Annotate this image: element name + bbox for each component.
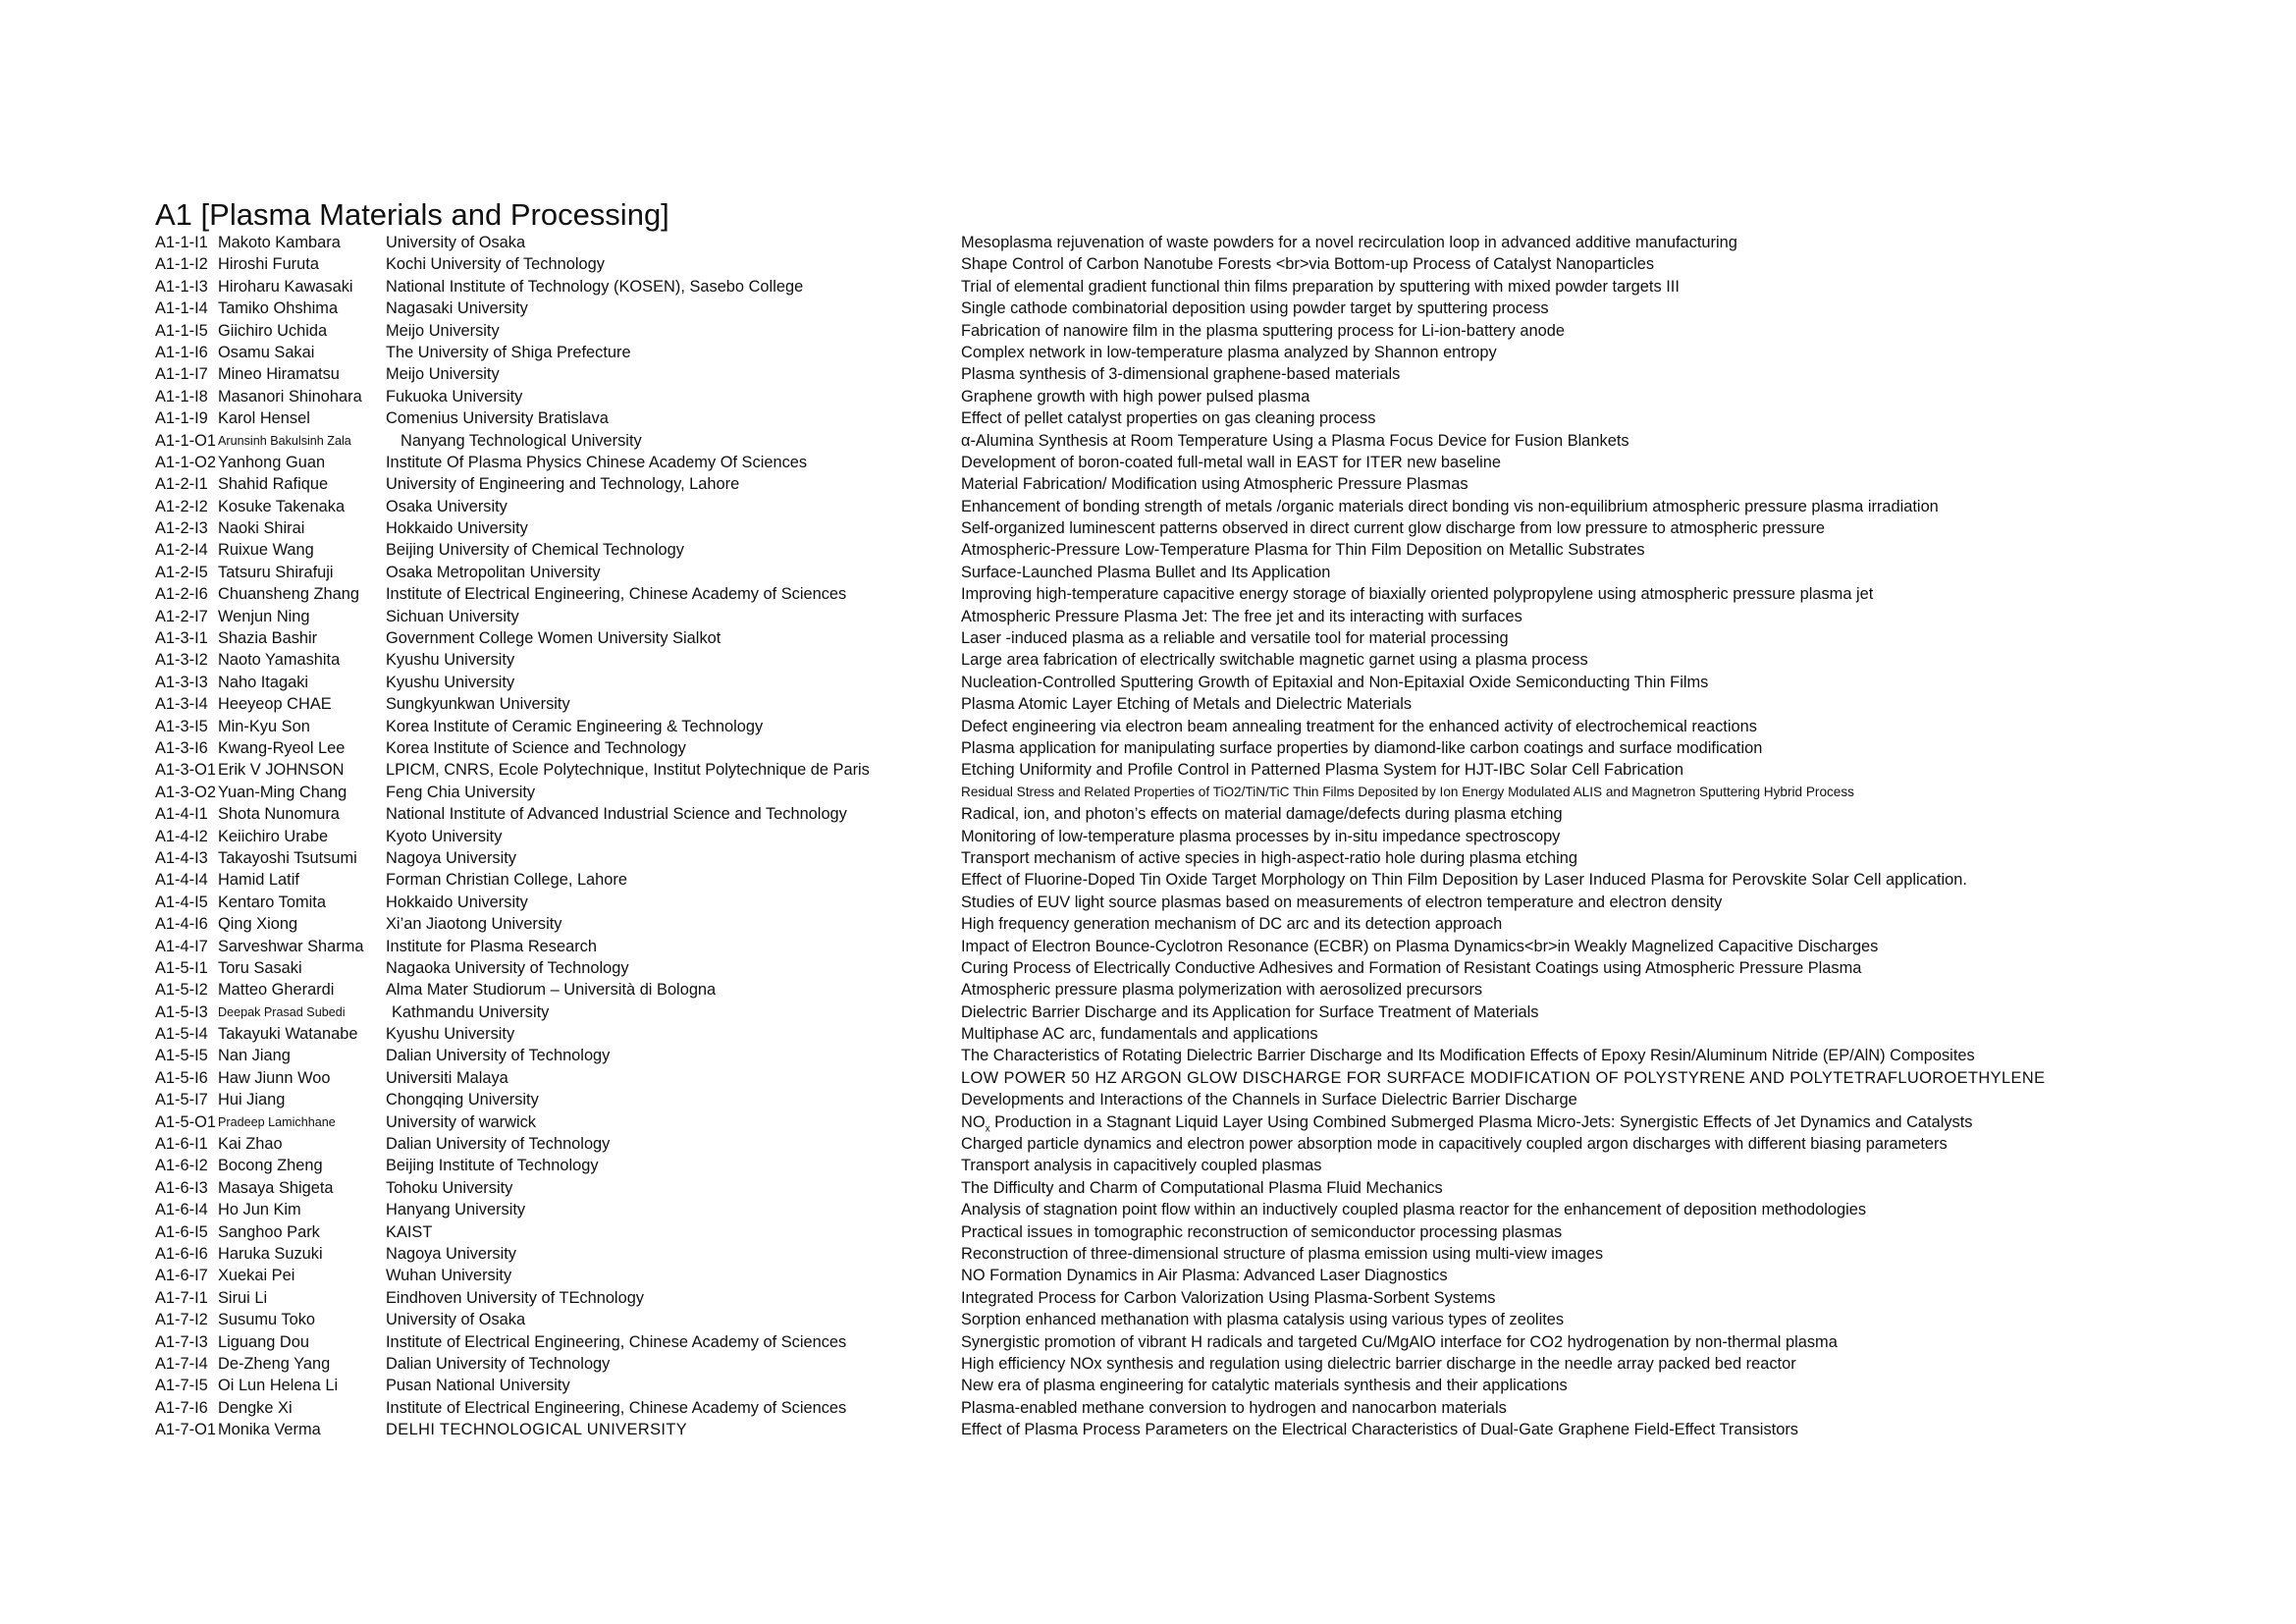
talk-title: Charged particle dynamics and electron power absorption mode in capacitively coupled argon discharges with different biasing parameters [961,1135,1948,1154]
presentation-row [155,452,2275,473]
affiliation: Meijo University [386,365,500,384]
affiliation: Nagasaki University [386,299,528,318]
affiliation: Forman Christian College, Lahore [386,871,627,890]
affiliation: University of warwick [386,1112,537,1131]
affiliation: Osaka University [386,497,507,515]
presentation-row [155,232,2275,253]
talk-title: Plasma-enabled methane conversion to hydrogen and nanocarbon materials [961,1398,1507,1417]
presentation-row [155,473,2275,495]
affiliation: Kyushu University [386,1025,515,1044]
affiliation: University of Osaka [386,1311,526,1329]
speaker-name: Karol Hensel [218,409,310,428]
presentation-row [155,1067,2275,1089]
session-id: A1-1-I4 [155,299,208,318]
speaker-name: Shota Nunomura [218,805,340,824]
session-id: A1-6-I6 [155,1244,208,1263]
session-id: A1-1-O2 [155,453,216,471]
session-id: A1-4-I1 [155,805,208,824]
speaker-name: Makoto Kambara [218,234,341,251]
speaker-name: Naho Itagaki [218,673,309,691]
session-id: A1-1-I6 [155,343,208,361]
session-id: A1-3-I2 [155,651,208,670]
speaker-name: Takayoshi Tsutsumi [218,848,357,867]
talk-title: Practical issues in tomographic reconstruction of semiconductor processing plasmas [961,1222,1563,1241]
speaker-name: Takayuki Watanabe [218,1025,358,1044]
presentation-row [155,517,2275,539]
session-id: A1-5-O1 [155,1112,216,1131]
affiliation: Nagoya University [386,848,516,867]
session-id: A1-2-I7 [155,607,208,625]
affiliation: Hokkaido University [386,519,528,538]
session-id: A1-3-I5 [155,717,208,735]
affiliation: Nagaoka University of Technology [386,958,629,977]
presentation-list [155,232,2275,1440]
session-id: A1-1-I7 [155,365,208,384]
affiliation: Dalian University of Technology [386,1135,611,1154]
talk-title: Transport mechanism of active species in high-aspect-ratio hole during plasma etching [961,848,1578,867]
presentation-row [155,672,2275,693]
talk-title: Multiphase AC arc, fundamentals and applications [961,1025,1318,1044]
affiliation: Beijing Institute of Technology [386,1157,599,1175]
speaker-name: Yanhong Guan [218,453,326,471]
session-id: A1-7-I4 [155,1354,208,1373]
presentation-row [155,562,2275,583]
session-id: A1-1-I8 [155,387,208,406]
speaker-name: Hiroharu Kawasaki [218,277,353,296]
session-id: A1-6-I7 [155,1267,208,1285]
presentation-row [155,1133,2275,1155]
affiliation: Korea Institute of Ceramic Engineering & Technology [386,717,764,735]
speaker-name: Susumu Toko [218,1311,316,1329]
presentation-row [155,342,2275,363]
talk-title: Atmospheric-Pressure Low-Temperature Plasma for Thin Film Deposition on Metallic Substrates [961,541,1645,560]
session-id: A1-5-I3 [155,1002,208,1021]
affiliation: Hokkaido University [386,893,528,911]
session-id: A1-6-I3 [155,1178,208,1197]
affiliation: Institute Of Plasma Physics Chinese Academy Of Sciences [386,453,808,471]
session-id: A1-2-I6 [155,585,208,604]
presentation-row [155,979,2275,1001]
speaker-name: Haw Jiunn Woo [218,1068,331,1087]
affiliation: Feng Chia University [386,783,536,801]
speaker-name: Monika Verma [218,1421,321,1439]
affiliation: Institute of Electrical Engineering, Chinese Academy of Sciences [386,1332,847,1351]
section-title: A1 [Plasma Materials and Processing] [155,197,669,232]
presentation-row [155,407,2275,429]
session-id: A1-2-I4 [155,541,208,560]
talk-title: α-Alumina Synthesis at Room Temperature Using a Plasma Focus Device for Fusion Blankets [961,431,1629,450]
talk-title: High frequency generation mechanism of DC arc and its detection approach [961,915,1503,934]
talk-title: Single cathode combinatorial deposition using powder target by sputtering process [961,299,1549,318]
talk-title: Complex network in low-temperature plasma analyzed by Shannon entropy [961,343,1497,361]
affiliation: Sichuan University [386,607,519,625]
session-id: A1-1-I1 [155,234,208,251]
speaker-name: Hamid Latif [218,871,299,890]
talk-title: Shape Control of Carbon Nanotube Forests <br>via Bottom-up Process of Catalyst Nanoparticles [961,255,1655,274]
presentation-row [155,826,2275,847]
session-id: A1-1-O1 [155,431,216,450]
presentation-row [155,1375,2275,1396]
session-id: A1-6-I5 [155,1222,208,1241]
talk-title: Nucleation-Controlled Sputtering Growth of Epitaxial and Non-Epitaxial Oxide Semiconducting Thin Films [961,673,1709,691]
affiliation: KAIST [386,1222,433,1241]
presentation-row [155,1265,2275,1286]
presentation-row [155,1023,2275,1045]
session-id: A1-3-I3 [155,673,208,691]
affiliation: National Institute of Technology (KOSEN), Sasebo College [386,277,804,296]
presentation-row [155,1397,2275,1419]
affiliation: Nagoya University [386,1244,516,1263]
speaker-name: Matteo Gherardi [218,981,335,1000]
affiliation: Wuhan University [386,1267,512,1285]
speaker-name: Nan Jiang [218,1047,291,1065]
speaker-name: Kwang-Ryeol Lee [218,738,346,757]
talk-title: Dielectric Barrier Discharge and its Application for Surface Treatment of Materials [961,1002,1539,1021]
session-id: A1-7-I6 [155,1398,208,1417]
presentation-row [155,430,2275,452]
session-id: A1-1-I5 [155,321,208,340]
session-id: A1-3-I6 [155,738,208,757]
speaker-name: Min-Kyu Son [218,717,310,735]
presentation-row [155,253,2275,275]
affiliation: Dalian University of Technology [386,1354,611,1373]
talk-title: Self-organized luminescent patterns observed in direct current glow discharge from low pressure to atmospheric pressure [961,519,1826,538]
affiliation: Hanyang University [386,1201,526,1219]
talk-title: Surface-Launched Plasma Bullet and Its Application [961,563,1331,581]
affiliation: Nanyang Technological University [400,431,642,450]
affiliation: DELHI TECHNOLOGICAL UNIVERSITY [386,1421,688,1439]
session-id: A1-7-I5 [155,1377,208,1395]
presentation-row [155,1331,2275,1353]
affiliation: Universiti Malaya [386,1068,508,1087]
speaker-name: De-Zheng Yang [218,1354,331,1373]
presentation-row [155,606,2275,627]
presentation-row [155,892,2275,913]
speaker-name: Shahid Rafique [218,475,329,494]
talk-title-subscript: x [985,1122,990,1134]
affiliation: Fukuoka University [386,387,523,406]
session-id: A1-5-I5 [155,1047,208,1065]
presentation-row [155,1287,2275,1309]
speaker-name: Bocong Zheng [218,1157,323,1175]
affiliation: Dalian University of Technology [386,1047,611,1065]
speaker-name: Oi Lun Helena Li [218,1377,339,1395]
talk-title: Plasma Atomic Layer Etching of Metals and Dielectric Materials [961,695,1413,714]
talk-title: Monitoring of low-temperature plasma processes by in-situ impedance spectroscopy [961,827,1561,845]
speaker-name: Masaya Shigeta [218,1178,334,1197]
talk-title: New era of plasma engineering for catalytic materials synthesis and their applications [961,1377,1568,1395]
session-id: A1-4-I3 [155,848,208,867]
speaker-name: Toru Sasaki [218,958,302,977]
talk-title: Development of boron-coated full-metal wall in EAST for ITER new baseline [961,453,1501,471]
speaker-name: Tatsuru Shirafuji [218,563,334,581]
presentation-row [155,1155,2275,1176]
session-id: A1-6-I1 [155,1135,208,1154]
session-id: A1-7-O1 [155,1421,216,1439]
presentation-row [155,803,2275,825]
talk-title: Material Fabrication/ Modification using Atmospheric Pressure Plasmas [961,475,1468,494]
affiliation: Sungkyunkwan University [386,695,570,714]
affiliation: Pusan National University [386,1377,570,1395]
presentation-row [155,869,2275,891]
presentation-row [155,1001,2275,1023]
speaker-name: Heeyeop CHAE [218,695,332,714]
session-id: A1-1-I3 [155,277,208,296]
talk-title: Developments and Interactions of the Channels in Surface Dielectric Barrier Discharge [961,1091,1577,1110]
presentation-row [155,363,2275,385]
speaker-name: Masanori Shinohara [218,387,362,406]
presentation-row [155,627,2275,649]
talk-title: Sorption enhanced methanation with plasma catalysis using various types of zeolites [961,1311,1565,1329]
talk-title: Improving high-temperature capacitive energy storage of biaxially oriented polypropylene using atmospheric pressure plasma jet [961,585,1874,604]
talk-title: Graphene growth with high power pulsed plasma [961,387,1310,406]
talk-title: The Difficulty and Charm of Computational Plasma Fluid Mechanics [961,1178,1443,1197]
speaker-name: Giichiro Uchida [218,321,328,340]
session-id: A1-7-I1 [155,1288,208,1307]
affiliation: Beijing University of Chemical Technology [386,541,684,560]
speaker-name: Sirui Li [218,1288,268,1307]
speaker-name: Xuekai Pei [218,1267,295,1285]
talk-title: Plasma application for manipulating surface properties by diamond-like carbon coatings and surface modification [961,738,1763,757]
affiliation: Institute for Plasma Research [386,937,597,955]
affiliation: Korea Institute of Science and Technology [386,738,686,757]
session-id: A1-5-I6 [155,1068,208,1087]
session-id: A1-4-I2 [155,827,208,845]
session-id: A1-4-I5 [155,893,208,911]
affiliation: University of Osaka [386,234,526,251]
affiliation: Kathmandu University [392,1002,550,1021]
talk-title: Effect of Plasma Process Parameters on the Electrical Characteristics of Dual-Gate Graphene Field-Effect Transistors [961,1421,1798,1439]
presentation-row [155,716,2275,737]
speaker-name: Hui Jiang [218,1091,286,1110]
presentation-row [155,913,2275,935]
speaker-name: Naoto Yamashita [218,651,341,670]
talk-title: Analysis of stagnation point flow within an inductively coupled plasma reactor for the enhancement of deposition methodologies [961,1201,1867,1219]
affiliation: Kyushu University [386,651,515,670]
talk-title: Atmospheric pressure plasma polymerization with aerosolized precursors [961,981,1483,1000]
affiliation: The University of Shiga Prefecture [386,343,631,361]
speaker-name: Kai Zhao [218,1135,283,1154]
affiliation: Kyushu University [386,673,515,691]
speaker-name: Kentaro Tomita [218,893,326,911]
speaker-name: Tamiko Ohshima [218,299,339,318]
presentation-row [155,276,2275,298]
talk-title: The Characteristics of Rotating Dielectric Barrier Discharge and Its Modification Effects of Epoxy Resin/Aluminum Nitride (EP/AlN) Composites [961,1047,1975,1065]
talk-title: Defect engineering via electron beam annealing treatment for the enhanced activity of electrochemical reactions [961,717,1757,735]
speaker-name: Shazia Bashir [218,629,318,648]
session-id: A1-1-I9 [155,409,208,428]
presentation-row [155,298,2275,319]
speaker-name: Naoki Shirai [218,519,305,538]
talk-title: Radical, ion, and photon’s effects on material damage/defects during plasma etching [961,805,1563,824]
talk-title: Trial of elemental gradient functional thin films preparation by sputtering with mixed powder targets III [961,277,1680,296]
session-id: A1-6-I4 [155,1201,208,1219]
affiliation: University of Engineering and Technology, Lahore [386,475,740,494]
affiliation: Comenius University Bratislava [386,409,609,428]
presentation-row [155,1199,2275,1220]
presentation-row [155,1309,2275,1330]
presentation-row [155,539,2275,561]
speaker-name: Erik V JOHNSON [218,761,345,780]
session-id: A1-2-I3 [155,519,208,538]
affiliation: Meijo University [386,321,500,340]
speaker-name: Keiichiro Urabe [218,827,329,845]
session-id: A1-7-I2 [155,1311,208,1329]
talk-title: NO Formation Dynamics in Air Plasma: Advanced Laser Diagnostics [961,1267,1448,1285]
talk-title: Residual Stress and Related Properties of TiO2/TiN/TiC Thin Films Deposited by Ion Energy Modulated ALIS and Magnetron Sputtering Hybrid Process [961,784,1854,799]
talk-title-formula: NO [961,1112,986,1131]
speaker-name: Qing Xiong [218,915,298,934]
affiliation: Xi’an Jiaotong University [386,915,562,934]
presentation-row [155,386,2275,407]
presentation-row [155,649,2275,671]
presentation-row [155,936,2275,957]
speaker-name: Sarveshwar Sharma [218,937,364,955]
speaker-name: Chuansheng Zhang [218,585,359,604]
speaker-name: Arunsinh Bakulsinh Zala [218,433,351,448]
talk-title: Studies of EUV light source plasmas based on measurements of electron temperature and electron density [961,893,1723,911]
session-id: A1-4-I6 [155,915,208,934]
speaker-name: Dengke Xi [218,1398,293,1417]
speaker-name: Wenjun Ning [218,607,310,625]
talk-title: High efficiency NOx synthesis and regulation using dielectric barrier discharge in the needle array packed bed reactor [961,1354,1796,1373]
affiliation: Kyoto University [386,827,503,845]
affiliation: LPICM, CNRS, Ecole Polytechnique, Institut Polytechnique de Paris [386,761,870,780]
speaker-name: Liguang Dou [218,1332,309,1351]
talk-title: Large area fabrication of electrically switchable magnetic garnet using a plasma process [961,651,1588,670]
talk-title: Laser -induced plasma as a reliable and versatile tool for material processing [961,629,1509,648]
talk-title: Fabrication of nanowire film in the plasma sputtering process for Li-ion-battery anode [961,321,1565,340]
speaker-name: Hiroshi Furuta [218,255,319,274]
presentation-row [155,782,2275,803]
session-id: A1-2-I1 [155,475,208,494]
speaker-name: Pradeep Lamichhane [218,1114,336,1129]
affiliation: Kochi University of Technology [386,255,605,274]
presentation-row [155,1221,2275,1243]
speaker-name: Ruixue Wang [218,541,314,560]
presentation-row [155,1419,2275,1440]
session-id: A1-2-I5 [155,563,208,581]
presentation-row [155,737,2275,759]
presentation-row [155,320,2275,342]
talk-title: Effect of Fluorine-Doped Tin Oxide Target Morphology on Thin Film Deposition by Laser Induced Plasma for Perovskite Solar Cell application. [961,871,1967,890]
presentation-row [155,1177,2275,1199]
session-id: A1-6-I2 [155,1157,208,1175]
affiliation: Osaka Metropolitan University [386,563,601,581]
session-id: A1-4-I4 [155,871,208,890]
speaker-name: Osamu Sakai [218,343,315,361]
presentation-row [155,1111,2275,1133]
talk-title: Curing Process of Electrically Conductive Adhesives and Formation of Resistant Coatings using Atmospheric Pressure Plasma [961,958,1862,977]
speaker-name: Kosuke Takenaka [218,497,346,515]
session-id: A1-7-I3 [155,1332,208,1351]
talk-title: Enhancement of bonding strength of metals /organic materials direct bonding vis non-equilibrium atmospheric pressure plasma irradiation [961,497,1939,515]
talk-title: Mesoplasma rejuvenation of waste powders for a novel recirculation loop in advanced additive manufacturing [961,234,1737,251]
talk-title: Reconstruction of three-dimensional structure of plasma emission using multi-view images [961,1244,1604,1263]
speaker-name: Ho Jun Kim [218,1201,301,1219]
talk-title: Atmospheric Pressure Plasma Jet: The free jet and its interacting with surfaces [961,607,1522,625]
talk-title-rest: Production in a Stagnant Liquid Layer Using Combined Submerged Plasma Micro-Jets: Synergistic Effects of Jet Dynamics and Catalysts [989,1112,1973,1131]
talk-title: Synergistic promotion of vibrant H radicals and targeted Cu/MgAlO interface for CO2 hydrogenation by non-thermal plasma [961,1332,1838,1351]
talk-title: Integrated Process for Carbon Valorization Using Plasma-Sorbent Systems [961,1288,1496,1307]
affiliation: Government College Women University Sialkot [386,629,721,648]
talk-title: Etching Uniformity and Profile Control in Patterned Plasma System for HJT-IBC Solar Cell Fabrication [961,761,1684,780]
presentation-row [155,496,2275,517]
presentation-row [155,847,2275,869]
talk-title: Transport analysis in capacitively coupled plasmas [961,1157,1322,1175]
affiliation: Institute of Electrical Engineering, Chinese Academy of Sciences [386,585,847,604]
affiliation: Alma Mater Studiorum – Università di Bologna [386,981,717,1000]
session-id: A1-4-I7 [155,937,208,955]
speaker-name: Deepak Prasad Subedi [218,1004,346,1019]
presentation-row [155,1045,2275,1066]
presentation-row [155,957,2275,979]
speaker-name: Haruka Suzuki [218,1244,323,1263]
session-id: A1-2-I2 [155,497,208,515]
affiliation: National Institute of Advanced Industrial Science and Technology [386,805,847,824]
speaker-name: Yuan-Ming Chang [218,783,347,801]
speaker-name: Mineo Hiramatsu [218,365,340,384]
session-id: A1-3-O1 [155,761,216,780]
presentation-row [155,1353,2275,1375]
talk-title: LOW POWER 50 HZ ARGON GLOW DISCHARGE FOR SURFACE MODIFICATION OF POLYSTYRENE AND POLYTETRAFLUOROETHYLENE [961,1068,2046,1087]
speaker-name: Sanghoo Park [218,1222,320,1241]
talk-title: Impact of Electron Bounce-Cyclotron Resonance (ECBR) on Plasma Dynamics<br>in Weakly Magnelized Capacitive Discharges [961,937,1879,955]
presentation-row [155,693,2275,715]
session-id: A1-5-I4 [155,1025,208,1044]
session-id: A1-5-I7 [155,1091,208,1110]
presentation-row [155,759,2275,781]
talk-title: Plasma synthesis of 3-dimensional graphene-based materials [961,365,1401,384]
talk-title: Effect of pellet catalyst properties on gas cleaning process [961,409,1376,428]
session-id: A1-5-I2 [155,981,208,1000]
presentation-row [155,1243,2275,1265]
session-id: A1-3-I1 [155,629,208,648]
session-id: A1-1-I2 [155,255,208,274]
affiliation: Tohoku University [386,1178,513,1197]
presentation-row [155,583,2275,605]
presentation-row [155,1089,2275,1110]
session-id: A1-3-I4 [155,695,208,714]
affiliation: Eindhoven University of TEchnology [386,1288,645,1307]
session-id: A1-5-I1 [155,958,208,977]
affiliation: Chongqing University [386,1091,539,1110]
session-id: A1-3-O2 [155,783,216,801]
affiliation: Institute of Electrical Engineering, Chinese Academy of Sciences [386,1398,847,1417]
